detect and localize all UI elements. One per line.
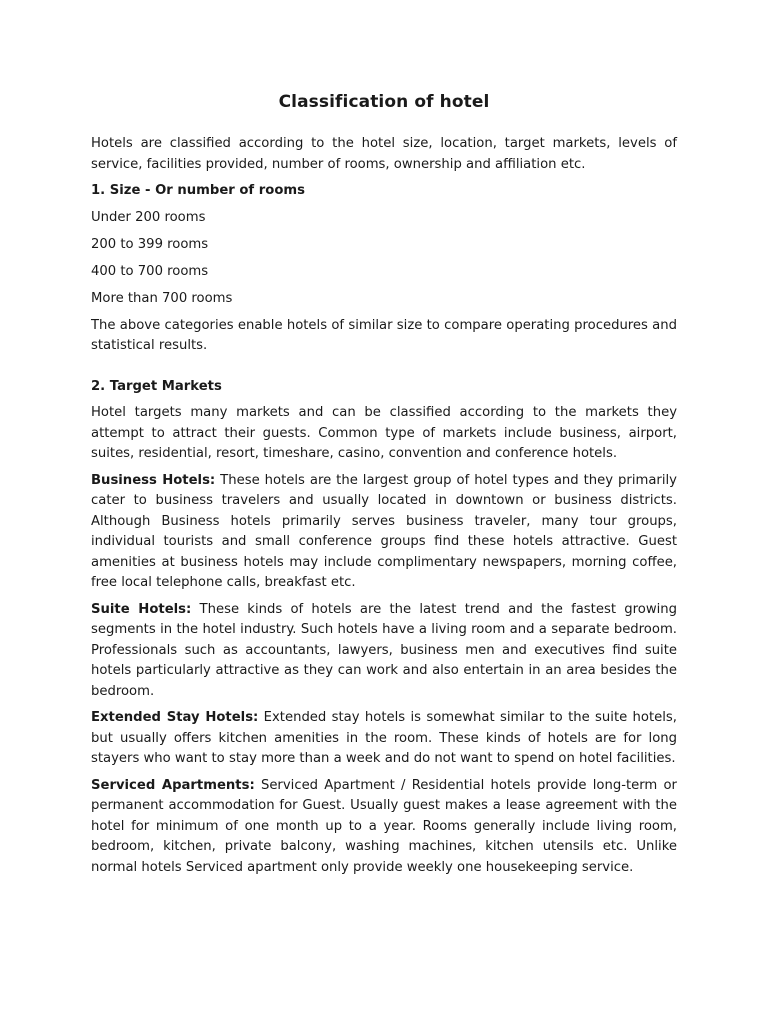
size-item: 200 to 399 rooms xyxy=(91,236,209,252)
hotel-type-text: These kinds of hotels are the latest trend and the fastest growing segments in the hotel industry. Such hotels have a living room and a separate bedroom. Professionals such as accountants, lawyers, business men and executives find suite hotels particularly attractive as they can work and also entertain in an area besides the bedroom. xyxy=(91,601,677,699)
document-page xyxy=(91,92,677,884)
hotel-type-paragraph-suite xyxy=(91,600,677,703)
hotel-type-paragraph-extended-stay xyxy=(91,708,677,770)
hotel-type-text: These hotels are the largest group of hotel types and they primarily cater to business travelers and usually located in downtown or business districts. Although Business hotels primarily serves business traveler, many tour groups, individual tourists and small conference groups find these hotels attractive. Guest amenities at business hotels may include complimentary newspapers, morning coffee, free local telephone calls, breakfast etc. xyxy=(91,472,677,590)
hotel-type-paragraph-business xyxy=(91,471,677,594)
size-item: Under 200 rooms xyxy=(91,209,206,225)
hotel-type-label: Serviced Apartments: xyxy=(91,777,255,793)
target-markets-intro-paragraph: Hotel targets many markets and can be classified according to the markets they attempt to attract their guests. Common type of markets include business, airport, suites, residential, resort, timeshare, casino, convention and conference hotels. xyxy=(91,405,677,461)
page-title: Classification of hotel xyxy=(278,92,490,112)
hotel-type-text: Extended stay hotels is somewhat similar to the suite hotels, but usually offers kitchen amenities in the room. These kinds of hotels are for long stayers who want to stay more than a week and do not want to spend on hotel facilities. xyxy=(91,710,677,766)
section-heading-target-markets: 2. Target Markets xyxy=(91,378,222,394)
size-item: 400 to 700 rooms xyxy=(91,263,209,279)
section-gap xyxy=(91,363,677,377)
size-note-paragraph: The above categories enable hotels of similar size to compare operating procedures and statistical results. xyxy=(91,317,677,353)
section-heading-size: 1. Size - Or number of rooms xyxy=(91,183,305,198)
hotel-type-label: Suite Hotels: xyxy=(91,601,192,617)
hotel-type-paragraph-serviced-apartments xyxy=(91,776,677,879)
size-item: More than 700 rooms xyxy=(91,290,233,306)
intro-paragraph: Hotels are classified according to the hotel size, location, target markets, levels of service, facilities provided, number of rooms, ownership and affiliation etc. xyxy=(91,136,677,172)
hotel-type-label: Extended Stay Hotels: xyxy=(91,710,259,725)
hotel-type-label: Business Hotels: xyxy=(91,472,216,488)
hotel-type-text: Serviced Apartment / Residential hotels provide long-term or permanent accommodation for Guest. Usually guest makes a lease agreement with the hotel for minimum of one month up to a year. Rooms generally include living room, bedroom, kitchen, private balcony, washing machines, kitchen utensils etc. Unlike normal hotels Serviced apartment only provide weekly one housekeeping service. xyxy=(91,777,677,875)
